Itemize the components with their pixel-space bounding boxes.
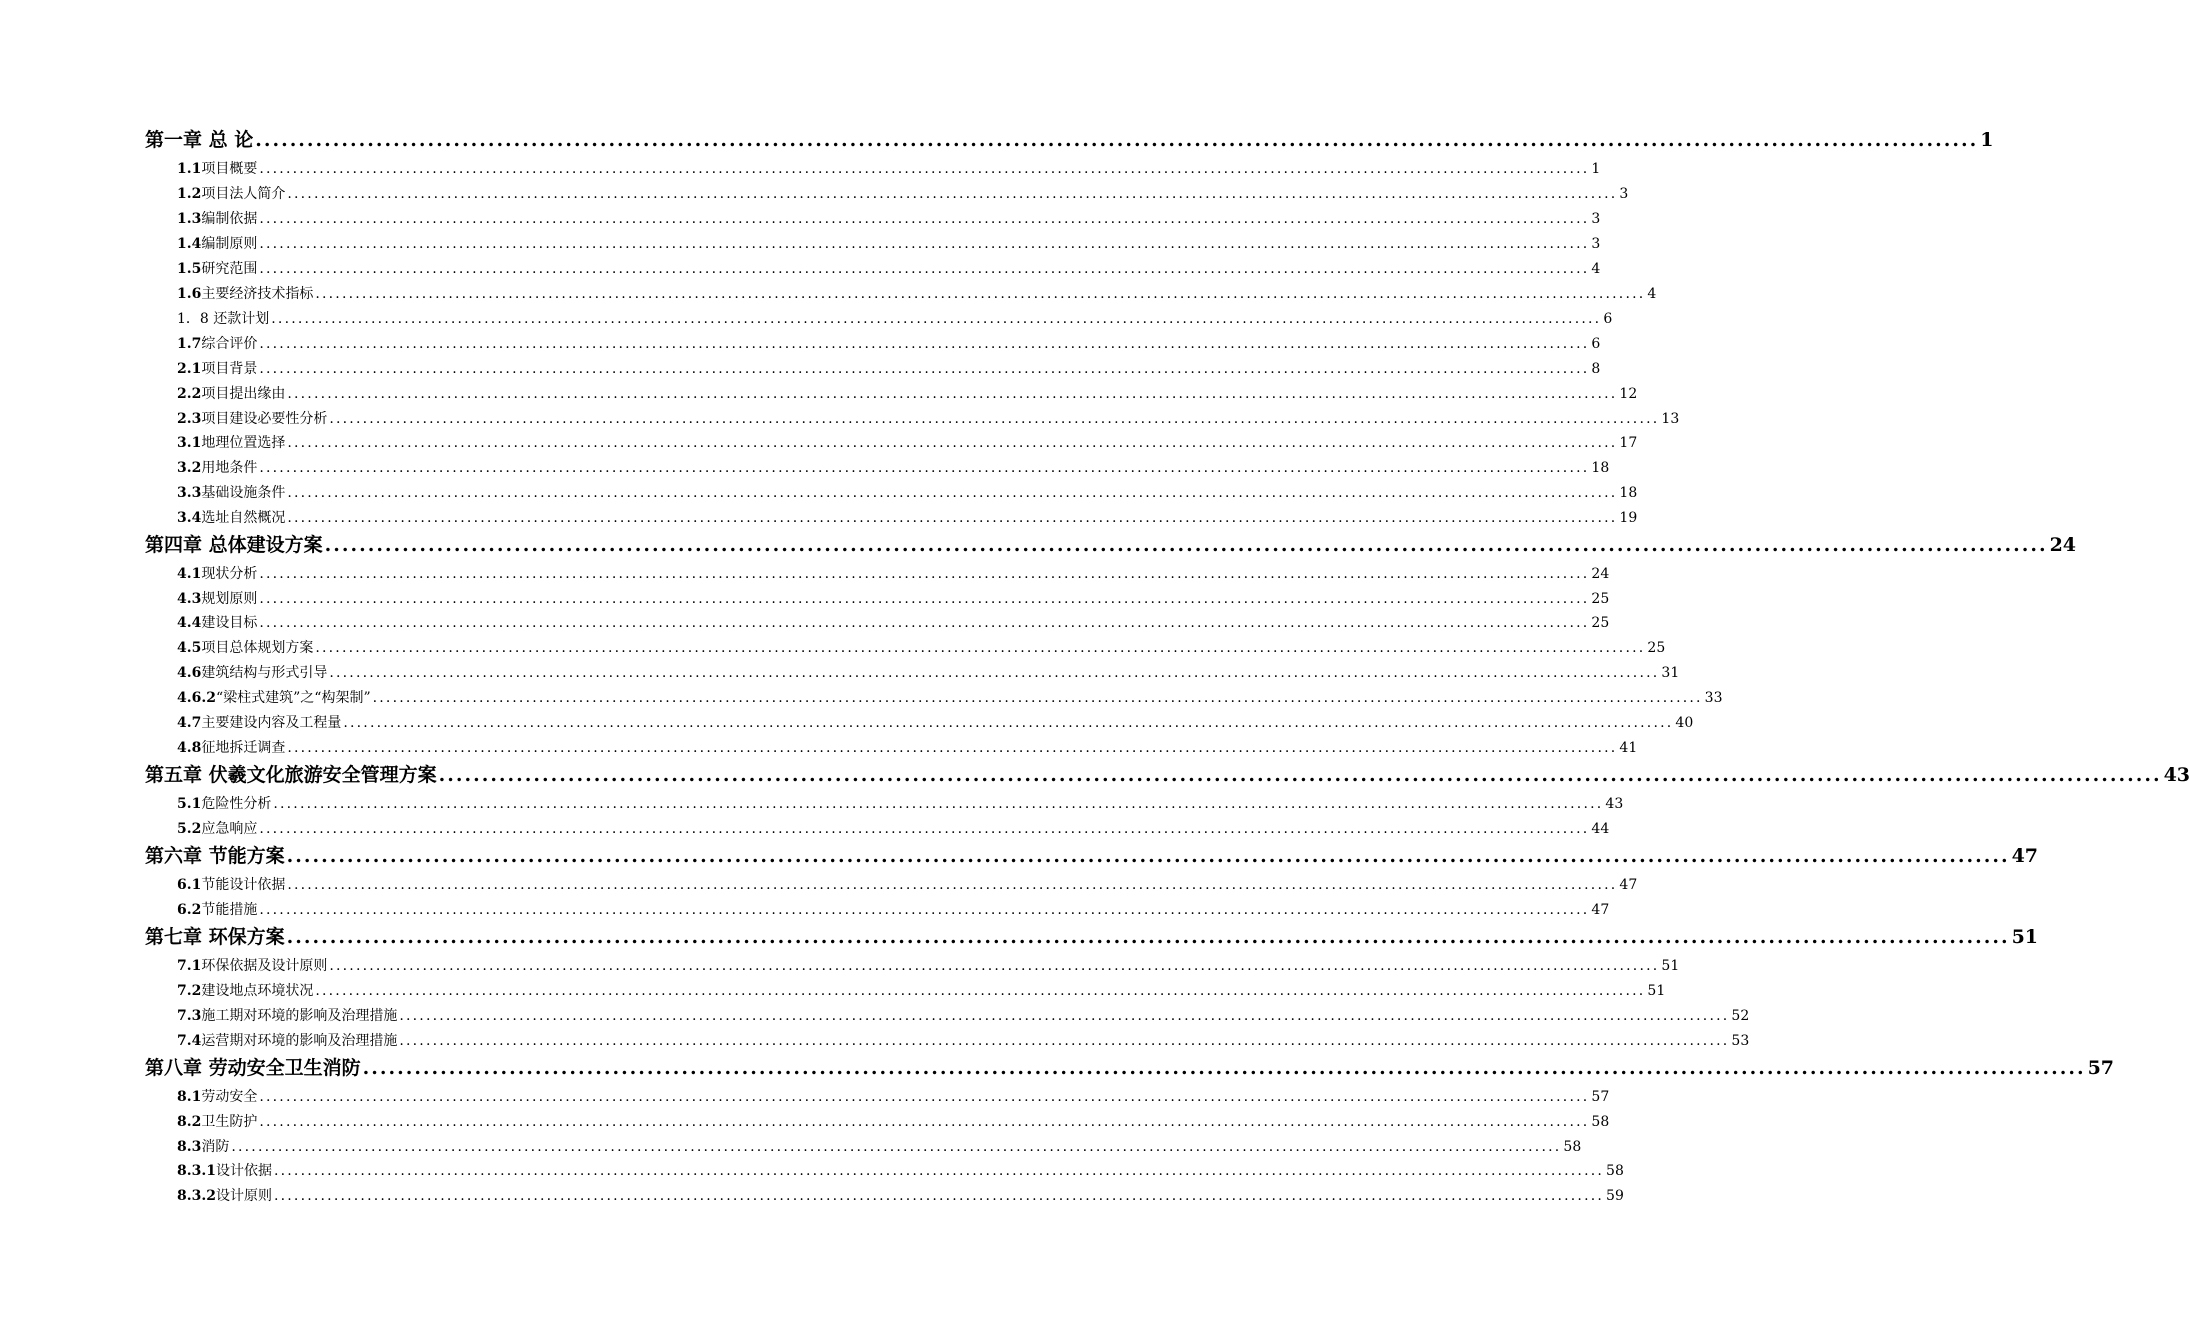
toc-page-number: 47 xyxy=(1619,877,1638,893)
toc-chapter-title: 第七章 环保方案 xyxy=(145,926,285,948)
toc-section-number: 6.2 xyxy=(177,902,202,918)
toc-page-number: 58 xyxy=(1563,1139,1582,1155)
toc-section-title: 1．8 还款计划 xyxy=(177,311,270,327)
toc-section-entry[interactable] xyxy=(177,258,1601,283)
toc-page-number: 12 xyxy=(1619,386,1638,402)
toc-section-title: 编制依据 xyxy=(201,211,258,227)
toc-page-number: 24 xyxy=(2049,534,2077,556)
toc-section-number: 8.3.2 xyxy=(177,1188,216,1204)
toc-section-number: 2.3 xyxy=(177,411,202,427)
toc-section-number: 7.2 xyxy=(177,983,202,999)
toc-section-number: 4.6.2 xyxy=(177,690,216,706)
toc-dot-leader: ........................................................................................................................................................................................................ xyxy=(324,534,2048,556)
toc-dot-leader: ........................................................................................................................................................................................................ xyxy=(287,386,1618,402)
toc-section-entry[interactable] xyxy=(177,333,1601,358)
toc-section-title: 项目提出缘由 xyxy=(201,386,286,402)
toc-dot-leader: ........................................................................................................................................................................................................ xyxy=(315,640,1646,656)
toc-section-title: 环保依据及设计原则 xyxy=(201,958,328,974)
toc-section-number: 1.6 xyxy=(177,286,202,302)
toc-page-number: 44 xyxy=(1591,821,1610,837)
toc-section-entry[interactable] xyxy=(177,818,1610,843)
toc-section-entry[interactable] xyxy=(177,737,1638,762)
toc-section-number: 4.7 xyxy=(177,715,202,731)
toc-section-entry[interactable] xyxy=(177,899,1610,924)
toc-dot-leader: ........................................................................................................................................................................................................ xyxy=(286,845,2010,867)
toc-section-title: 基础设施条件 xyxy=(201,485,286,501)
toc-section-title: 征地拆迁调查 xyxy=(201,740,286,756)
toc-chapter-entry[interactable] xyxy=(145,125,1994,155)
toc-page-number: 4 xyxy=(1591,261,1601,277)
toc-page-number: 18 xyxy=(1619,485,1638,501)
toc-section-title: 主要建设内容及工程量 xyxy=(201,715,342,731)
toc-page-number: 58 xyxy=(1606,1163,1624,1179)
toc-dot-leader: ........................................................................................................................................................................................................ xyxy=(329,665,1660,681)
toc-page-number: 51 xyxy=(2011,926,2039,948)
toc-section-entry[interactable] xyxy=(177,874,1638,899)
toc-page-number: 52 xyxy=(1731,1008,1750,1024)
toc-section-entry[interactable] xyxy=(177,507,1638,532)
toc-section-title: 运营期对环境的影响及治理措施 xyxy=(201,1033,398,1049)
toc-section-entry[interactable] xyxy=(177,383,1638,408)
toc-dot-leader: ........................................................................................................................................................................................................ xyxy=(259,211,1590,227)
toc-dot-leader: ........................................................................................................................................................................................................ xyxy=(259,1114,1590,1130)
toc-dot-leader: ........................................................................................................................................................................................................ xyxy=(259,615,1590,631)
toc-section-entry[interactable] xyxy=(177,457,1610,482)
toc-section-number: 4.1 xyxy=(177,566,202,582)
toc-dot-leader: ........................................................................................................................................................................................................ xyxy=(231,1139,1562,1155)
toc-section-title: 研究范围 xyxy=(201,261,258,277)
toc-page-number: 57 xyxy=(1591,1089,1610,1105)
toc-page-number: 13 xyxy=(1661,411,1680,427)
toc-section-entry[interactable] xyxy=(177,1111,1610,1136)
toc-section-entry[interactable] xyxy=(177,662,1680,687)
toc-section-title: 劳动安全 xyxy=(201,1089,258,1105)
toc-section-title: 卫生防护 xyxy=(201,1114,258,1130)
toc-dot-leader: ........................................................................................................................................................................................................ xyxy=(259,821,1590,837)
toc-section-entry[interactable] xyxy=(177,980,1666,1005)
toc-section-entry[interactable] xyxy=(177,308,1613,333)
toc-section-number: 1.5 xyxy=(177,261,202,277)
toc-page-number: 1 xyxy=(1591,161,1601,177)
toc-section-title: 用地条件 xyxy=(201,460,258,476)
toc-section-title: 主要经济技术指标 xyxy=(201,286,314,302)
toc-section-title: 危险性分析 xyxy=(201,796,272,812)
toc-dot-leader: ........................................................................................................................................................................................................ xyxy=(259,902,1590,918)
toc-section-entry[interactable] xyxy=(177,183,1629,208)
toc-dot-leader: ........................................................................................................................................................................................................ xyxy=(271,311,1602,327)
toc-section-title: 项目法人简介 xyxy=(201,186,286,202)
toc-page-number: 25 xyxy=(1591,591,1610,607)
toc-page-number: 8 xyxy=(1591,361,1601,377)
toc-section-entry[interactable] xyxy=(177,1160,1624,1185)
toc-section-title: 项目建设必要性分析 xyxy=(201,411,328,427)
toc-dot-leader: ........................................................................................................................................................................................................ xyxy=(329,958,1660,974)
toc-page-number: 51 xyxy=(1661,958,1680,974)
toc-dot-leader: ........................................................................................................................................................................................................ xyxy=(259,566,1590,582)
toc-section-title: 选址自然概况 xyxy=(201,510,286,526)
toc-page-number: 6 xyxy=(1591,336,1601,352)
toc-dot-leader: ........................................................................................................................................................................................................ xyxy=(399,1008,1730,1024)
toc-section-number: 8.2 xyxy=(177,1114,202,1130)
toc-page-number: 3 xyxy=(1591,236,1601,252)
toc-dot-leader: ........................................................................................................................................................................................................ xyxy=(259,261,1590,277)
toc-dot-leader: ........................................................................................................................................................................................................ xyxy=(372,690,1703,706)
toc-page-number: 24 xyxy=(1591,566,1610,582)
toc-section-entry[interactable] xyxy=(177,1005,1750,1030)
toc-section-title: 应急响应 xyxy=(201,821,258,837)
toc-page-number: 40 xyxy=(1675,715,1694,731)
toc-page-number: 47 xyxy=(1591,902,1610,918)
toc-dot-leader: ........................................................................................................................................................................................................ xyxy=(287,186,1618,202)
toc-section-number: 1.3 xyxy=(177,211,202,227)
toc-dot-leader: ........................................................................................................................................................................................................ xyxy=(315,983,1646,999)
toc-section-entry[interactable] xyxy=(177,158,1601,183)
toc-section-entry[interactable] xyxy=(177,432,1638,457)
toc-page-number: 31 xyxy=(1661,665,1680,681)
toc-section-title: 节能设计依据 xyxy=(201,877,286,893)
toc-chapter-title: 第一章 总 论 xyxy=(145,129,254,151)
toc-chapter-title: 第八章 劳动安全卫生消防 xyxy=(145,1057,361,1079)
toc-page-number: 53 xyxy=(1731,1033,1750,1049)
toc-section-entry[interactable] xyxy=(177,482,1638,507)
toc-section-title: 项目总体规划方案 xyxy=(201,640,314,656)
toc-section-number: 3.2 xyxy=(177,460,202,476)
toc-dot-leader: ........................................................................................................................................................................................................ xyxy=(259,361,1590,377)
toc-section-number: 7.1 xyxy=(177,958,202,974)
toc-section-title: 地理位置选择 xyxy=(201,435,286,451)
toc-dot-leader: ........................................................................................................................................................................................................ xyxy=(287,435,1618,451)
toc-dot-leader: ........................................................................................................................................................................................................ xyxy=(362,1057,2086,1079)
toc-section-title: 编制原则 xyxy=(201,236,258,252)
toc-section-number: 2.1 xyxy=(177,361,202,377)
toc-section-title: 现状分析 xyxy=(201,566,258,582)
toc-section-title: 项目概要 xyxy=(201,161,258,177)
toc-section-entry[interactable] xyxy=(177,712,1694,737)
toc-section-entry[interactable] xyxy=(177,1086,1610,1111)
toc-page-number: 3 xyxy=(1591,211,1601,227)
toc-dot-leader: ........................................................................................................................................................................................................ xyxy=(287,485,1618,501)
toc-section-entry[interactable] xyxy=(177,955,1680,980)
toc-section-number: 8.3 xyxy=(177,1139,202,1155)
toc-section-number: 1.2 xyxy=(177,186,202,202)
toc-page-number: 1 xyxy=(1980,129,1994,151)
toc-section-entry[interactable] xyxy=(177,1030,1750,1055)
toc-section-number: 3.3 xyxy=(177,485,202,501)
toc-page-number: 57 xyxy=(2087,1057,2115,1079)
toc-section-number: 4.3 xyxy=(177,591,202,607)
toc-section-entry[interactable] xyxy=(177,358,1601,383)
toc-section-number: 4.4 xyxy=(177,615,202,631)
toc-section-entry[interactable] xyxy=(177,612,1610,637)
toc-section-number: 5.2 xyxy=(177,821,202,837)
toc-section-number: 4.8 xyxy=(177,740,202,756)
toc-page-number: 3 xyxy=(1619,186,1629,202)
toc-dot-leader: ........................................................................................................................................................................................................ xyxy=(287,510,1618,526)
toc-section-number: 7.3 xyxy=(177,1008,202,1024)
toc-section-number: 3.1 xyxy=(177,435,202,451)
toc-page-number: 25 xyxy=(1591,615,1610,631)
toc-section-title: 综合评价 xyxy=(201,336,258,352)
toc-page-number: 25 xyxy=(1647,640,1666,656)
toc-page-number: 59 xyxy=(1606,1188,1624,1204)
toc-section-entry[interactable] xyxy=(177,563,1610,588)
toc-section-title: “梁柱式建筑”之“构架制” xyxy=(215,690,371,706)
toc-dot-leader: ........................................................................................................................................................................................................ xyxy=(438,764,2162,786)
toc-page-number: 43 xyxy=(2163,764,2190,786)
toc-page-number: 33 xyxy=(1704,690,1723,706)
toc-dot-leader: ........................................................................................................................................................................................................ xyxy=(259,1089,1590,1105)
toc-dot-leader: ........................................................................................................................................................................................................ xyxy=(259,161,1590,177)
toc-section-entry[interactable] xyxy=(177,208,1601,233)
toc-section-entry[interactable] xyxy=(177,408,1680,433)
toc-dot-leader: ........................................................................................................................................................................................................ xyxy=(399,1033,1730,1049)
toc-chapter-title: 第六章 节能方案 xyxy=(145,845,285,867)
toc-section-title: 设计原则 xyxy=(215,1188,272,1204)
toc-section-title: 建筑结构与形式引导 xyxy=(201,665,328,681)
toc-dot-leader: ........................................................................................................................................................................................................ xyxy=(343,715,1674,731)
toc-section-title: 消防 xyxy=(201,1139,230,1155)
toc-section-title: 设计依据 xyxy=(215,1163,272,1179)
toc-section-title: 建设地点环境状况 xyxy=(201,983,314,999)
toc-section-entry[interactable] xyxy=(177,588,1610,613)
toc-section-entry[interactable] xyxy=(177,1136,1582,1161)
toc-section-entry[interactable] xyxy=(177,233,1601,258)
toc-section-number: 1.4 xyxy=(177,236,202,252)
toc-dot-leader: ........................................................................................................................................................................................................ xyxy=(259,591,1590,607)
toc-section-title: 施工期对环境的影响及治理措施 xyxy=(201,1008,398,1024)
toc-section-number: 5.1 xyxy=(177,796,202,812)
toc-section-entry[interactable] xyxy=(177,283,1657,308)
toc-dot-leader: ........................................................................................................................................................................................................ xyxy=(259,236,1590,252)
toc-dot-leader: ........................................................................................................................................................................................................ xyxy=(287,740,1618,756)
toc-section-entry[interactable] xyxy=(177,687,1723,712)
toc-chapter-entry[interactable] xyxy=(145,760,2190,790)
toc-chapter-entry[interactable] xyxy=(145,841,2039,871)
toc-section-number: 6.1 xyxy=(177,877,202,893)
toc-section-title: 建设目标 xyxy=(201,615,258,631)
toc-section-number: 8.3.1 xyxy=(177,1163,216,1179)
toc-page-number: 51 xyxy=(1647,983,1666,999)
toc-dot-leader: ........................................................................................................................................................................................................ xyxy=(273,1163,1605,1179)
toc-page-number: 17 xyxy=(1619,435,1638,451)
toc-dot-leader: ........................................................................................................................................................................................................ xyxy=(259,460,1590,476)
toc-chapter-title: 第四章 总体建设方案 xyxy=(145,534,323,556)
toc-dot-leader: ........................................................................................................................................................................................................ xyxy=(255,129,1979,151)
toc-section-title: 节能措施 xyxy=(201,902,258,918)
toc-page-number: 19 xyxy=(1619,510,1638,526)
toc-section-number: 2.2 xyxy=(177,386,202,402)
toc-dot-leader: ........................................................................................................................................................................................................ xyxy=(273,1188,1605,1204)
toc-page-number: 58 xyxy=(1591,1114,1610,1130)
toc-chapter-entry[interactable] xyxy=(145,530,2077,560)
toc-page-number: 47 xyxy=(2011,845,2039,867)
toc-section-number: 1.1 xyxy=(177,161,202,177)
toc-dot-leader: ........................................................................................................................................................................................................ xyxy=(287,877,1618,893)
toc-section-number: 4.5 xyxy=(177,640,202,656)
toc-section-number: 7.4 xyxy=(177,1033,202,1049)
toc-section-title: 规划原则 xyxy=(201,591,258,607)
toc-section-number: 3.4 xyxy=(177,510,202,526)
toc-section-title: 项目背景 xyxy=(201,361,258,377)
toc-page-number: 6 xyxy=(1603,311,1613,327)
toc-page-number: 43 xyxy=(1605,796,1624,812)
toc-chapter-title: 第五章 伏羲文化旅游安全管理方案 xyxy=(145,764,437,786)
toc-section-number: 8.1 xyxy=(177,1089,202,1105)
toc-chapter-entry[interactable] xyxy=(145,922,2039,952)
toc-page-number: 4 xyxy=(1647,286,1657,302)
toc-page-number: 41 xyxy=(1619,740,1638,756)
toc-chapter-entry[interactable] xyxy=(145,1053,2115,1083)
toc-section-entry[interactable] xyxy=(177,1185,1624,1210)
toc-section-entry[interactable] xyxy=(177,793,1624,818)
toc-page-number: 18 xyxy=(1591,460,1610,476)
toc-section-number: 1.7 xyxy=(177,336,202,352)
toc-dot-leader: ........................................................................................................................................................................................................ xyxy=(329,411,1660,427)
toc-section-number: 4.6 xyxy=(177,665,202,681)
toc-section-entry[interactable] xyxy=(177,637,1666,662)
toc-dot-leader: ........................................................................................................................................................................................................ xyxy=(315,286,1646,302)
toc-dot-leader: ........................................................................................................................................................................................................ xyxy=(273,796,1604,812)
toc-dot-leader: ........................................................................................................................................................................................................ xyxy=(259,336,1590,352)
toc-dot-leader: ........................................................................................................................................................................................................ xyxy=(286,926,2010,948)
